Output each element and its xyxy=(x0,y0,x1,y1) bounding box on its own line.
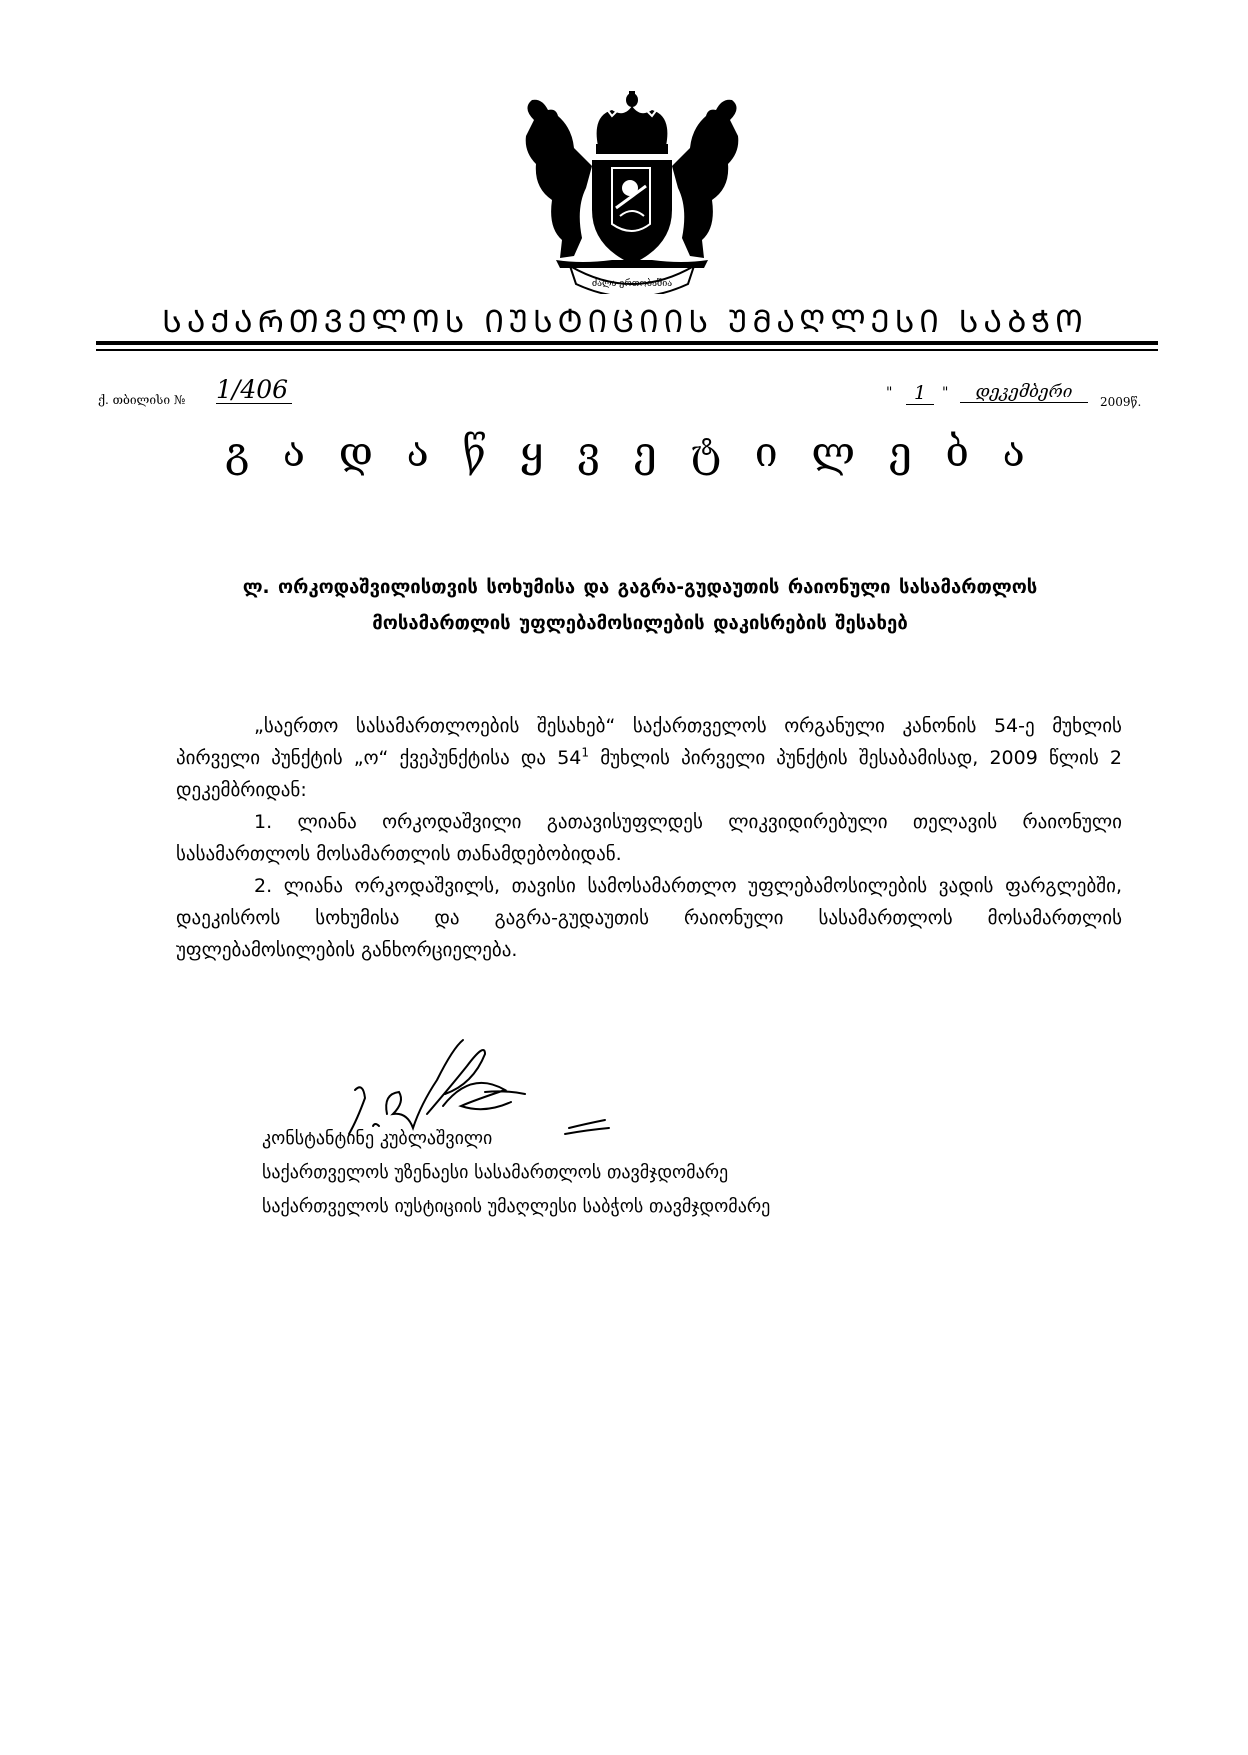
preamble-text-a: „საერთო სასამართლოების შესახებ“ საქართველოს ორგანული კანონის 54-ე მუხლის პირველი პუნქტის „ო“ ქვეპუნქტისა და 54 xyxy=(176,715,1122,769)
heading-letter: ა xyxy=(406,428,429,476)
document-body xyxy=(176,710,1122,966)
signatory-name: კონსტანტინე კუბლაშვილი xyxy=(262,1128,493,1149)
heading-letter: ბ xyxy=(945,428,969,476)
reference-label: ქ. თბილისი № xyxy=(98,393,186,407)
date-quote-open: " xyxy=(886,385,893,401)
document-subject xyxy=(180,570,1100,642)
heading-letter: ი xyxy=(754,428,778,476)
heading-letter: ე xyxy=(888,428,912,476)
date-year: 2009წ. xyxy=(1100,395,1142,409)
signatory-block xyxy=(262,1122,770,1224)
decision-item-1: 1. ლიანა ორკოდაშვილი გათავისუფლდეს ლიკვიდირებული თელავის რაიონული სასამართლოს მოსამართლის თანამდებობიდან. xyxy=(176,811,1122,865)
heading-letter: ლ xyxy=(811,428,856,476)
coat-of-arms-emblem xyxy=(512,88,752,294)
date-quote-close: " xyxy=(942,385,949,401)
preamble-text-b: მუხლის პირველი პუნქტის შესაბამისად, 2009 წლის 2 დეკემბრიდან: xyxy=(176,747,1123,801)
header-divider-thin xyxy=(96,349,1158,351)
heading-letter: ა xyxy=(1002,428,1025,476)
heading-letter: წ xyxy=(462,428,487,476)
organization-title: ᲡᲐᲥᲐᲠᲗᲕᲔᲚᲝᲡ ᲘᲣᲡᲢᲘᲪᲘᲘᲡ ᲣᲛᲐᲦᲚᲔᲡᲘ ᲡᲐᲑᲭᲝ xyxy=(162,304,1088,340)
signatory-title-2: საქართველოს იუსტიციის უმაღლესი საბჭოს თავმჯდომარე xyxy=(262,1196,771,1217)
document-type-heading xyxy=(225,428,1025,476)
preamble-superscript: 1 xyxy=(581,745,590,760)
preamble-paragraph xyxy=(176,710,1122,806)
date-month: დეკემბერი xyxy=(960,382,1088,403)
subject-line-1: ლ. ორკოდაშვილისთვის სოხუმისა და გაგრა-გუდაუთის რაიონული სასამართლოს xyxy=(242,577,1038,598)
heading-letter: ე xyxy=(633,428,657,476)
header-divider-thick xyxy=(96,341,1158,345)
heading-letter: ყ xyxy=(520,428,544,476)
heading-letter: გ xyxy=(225,428,250,476)
heading-letter: დ xyxy=(338,428,373,476)
reference-number: 1/406 xyxy=(216,376,292,404)
heading-letter: ა xyxy=(282,428,306,476)
emblem-motto: ძალა ერთობაშია xyxy=(591,279,673,289)
subject-line-2: მოსამართლის უფლებამოსილების დაკისრების შესახებ xyxy=(372,613,908,634)
signatory-title-1: საქართველოს უზენაესი სასამართლოს თავმჯდომარე xyxy=(262,1162,729,1183)
heading-letter: ვ xyxy=(577,428,600,476)
decision-item-2: 2. ლიანა ორკოდაშვილს, თავისი სამოსამართლო უფლებამოსილების ვადის ფარგლებში, დაეკისროს სოხუმისა და გაგრა-გუდაუთის რაიონული სასამართლოს მოსამართლის უფლებამოსილების განხორციელება. xyxy=(176,875,1122,961)
date-day: 1 xyxy=(906,382,934,405)
heading-letter: ტ xyxy=(690,428,721,476)
